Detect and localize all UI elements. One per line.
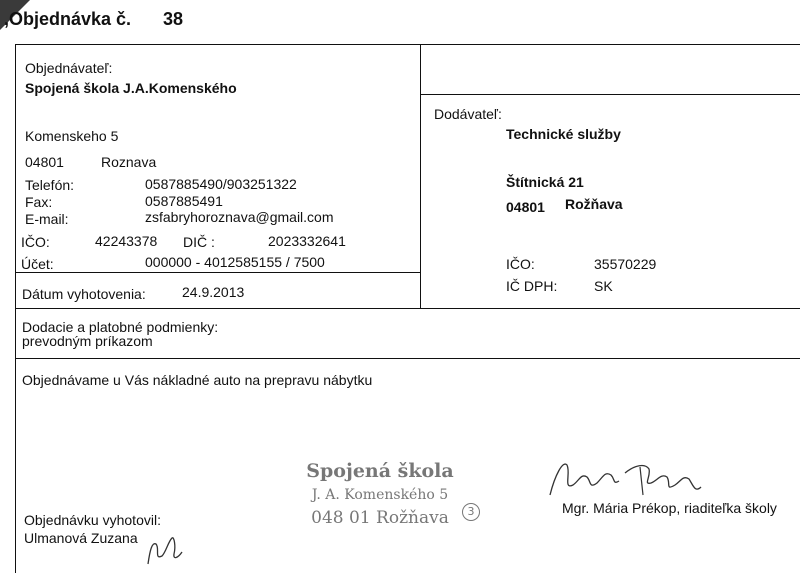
buyer-fax: 0587885491 <box>145 193 223 209</box>
divider-date-top <box>15 272 420 273</box>
buyer-phone: 0587885490/903251322 <box>145 176 297 192</box>
signatory-name: Mgr. Mária Prékop, riaditeľka školy <box>562 500 777 516</box>
frame-top <box>15 44 800 45</box>
order-number: 38 <box>163 9 184 29</box>
buyer-phone-label: Telefón: <box>25 177 75 193</box>
supplier-city: Rožňava <box>565 196 623 212</box>
supplier-zip: 04801 <box>506 199 545 215</box>
buyer-ico: 42243378 <box>95 233 158 249</box>
date-label: Dátum vyhotovenia: <box>22 286 146 302</box>
buyer-email-label: E-mail: <box>25 211 69 227</box>
buyer-heading: Objednávateľ: <box>25 60 113 76</box>
date-value: 24.9.2013 <box>182 284 245 300</box>
divider-supplier-top <box>420 94 800 95</box>
stamp-line-2: J. A. Komenského 5 <box>311 487 449 503</box>
director-signature <box>545 455 715 505</box>
divider-terms-top <box>15 308 800 309</box>
buyer-zip: 04801 <box>25 154 64 170</box>
buyer-dic: 2023332641 <box>268 233 346 249</box>
buyer-account-label: Účet: <box>21 256 54 272</box>
stamp-line-3: 048 01 Rožňava <box>311 508 449 528</box>
buyer-account: 000000 - 4012585155 / 7500 <box>145 254 325 270</box>
buyer-street: Komenskeho 5 <box>25 128 119 144</box>
supplier-name: Technické služby <box>506 126 621 142</box>
buyer-name: Spojená škola J.A.Komenského <box>25 80 237 96</box>
buyer-ico-label: IČO: <box>21 234 50 250</box>
terms-value: prevodným príkazom <box>22 333 153 349</box>
buyer-email: zsfabryhoroznava@gmail.com <box>145 209 334 225</box>
buyer-city: Roznava <box>101 154 157 170</box>
supplier-ico-label: IČO: <box>506 256 535 272</box>
supplier-ico: 35570229 <box>594 256 657 272</box>
buyer-dic-label: DIČ : <box>183 234 215 250</box>
divider-order-top <box>15 358 800 359</box>
prepared-by-label: Objednávku vyhotovil: <box>24 512 161 528</box>
supplier-street: Štítnická 21 <box>506 174 584 190</box>
terms-label: Dodacie a platobné podmienky: <box>22 319 219 335</box>
supplier-icdph: SK <box>594 278 613 294</box>
supplier-icdph-label: IČ DPH: <box>506 278 558 294</box>
prepared-by-name: Ulmanová Zuzana <box>24 530 138 546</box>
order-text: Objednávame u Vás nákladné auto na prepravu nábytku <box>22 372 373 388</box>
stamp-line-1: Spojená škola <box>306 460 454 482</box>
buyer-fax-label: Fax: <box>25 194 53 210</box>
divider-vertical <box>420 44 421 308</box>
document-title: ,Objednávka č. <box>4 9 132 29</box>
supplier-heading: Dodávateľ: <box>434 106 502 122</box>
stamp-number-mark: 3 <box>462 503 480 521</box>
preparer-signature <box>140 520 190 568</box>
